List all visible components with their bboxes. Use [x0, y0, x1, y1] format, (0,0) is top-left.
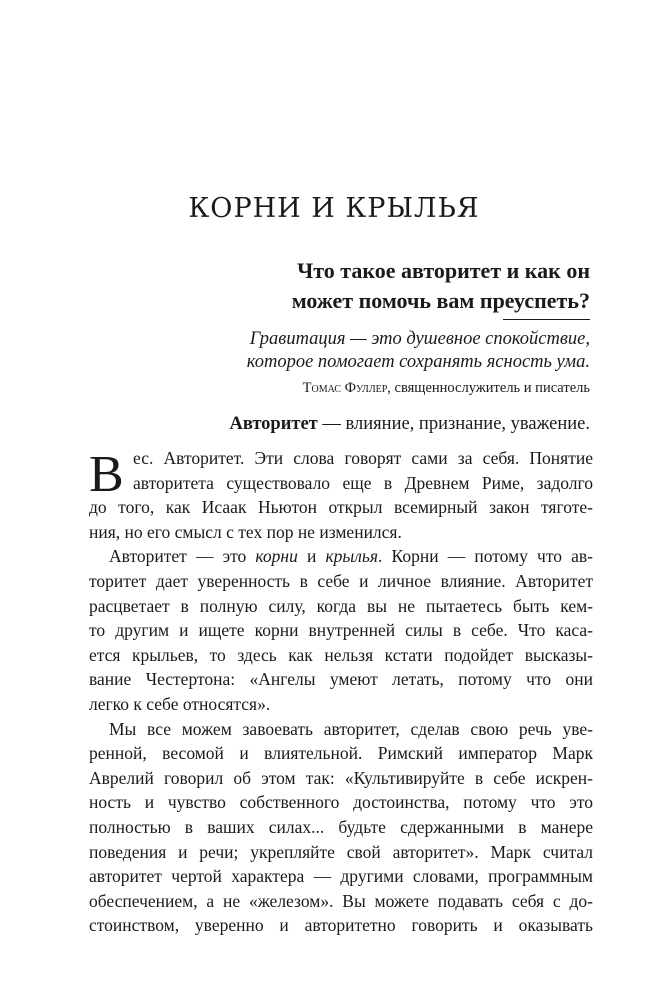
text-run: . Корни — потому что ав-: [378, 546, 593, 567]
epigraph-line: которое помогает сохранять ясность ума.: [246, 352, 590, 372]
paragraph-line: Мы все можем завоевать авторитет, сделав свою речь уве-: [109, 718, 593, 739]
emphasis-text: корни: [255, 546, 298, 567]
paragraph-line: авторитета существовало еще в Древнем Риме, задолго: [133, 472, 593, 493]
paragraph-line: ес. Авторитет. Эти слова говорят сами за себя. Понятие: [133, 448, 593, 468]
definition-text: — влияние, признание, уважение.: [317, 414, 590, 434]
section-title-line: может помочь вам преуспеть?: [291, 288, 590, 313]
text-run: Авторитет — это: [109, 546, 256, 567]
paragraph-line: расцветает в полную силу, когда вы не пытаетесь быть кем-: [89, 595, 593, 616]
epigraph-line: Гравитация — это душевное спокойствие,: [249, 329, 590, 349]
paragraph-line: торитет дает уверенность в себе и личное влияние. Авторитет: [89, 570, 593, 591]
paragraph-line: стоинством, уверенно и авторитетно говорить и оказывать: [89, 915, 593, 936]
paragraph-line: ния, но его смысл с тех пор не изменился.: [89, 521, 402, 542]
definition-term: Авторитет: [229, 414, 318, 434]
paragraph-line: Аврелий говорил об этом так: «Культивируйте в себе искрен-: [89, 767, 593, 788]
epigraph: [100, 328, 590, 374]
paragraph-line: легко к себе относятся».: [89, 693, 271, 714]
chapter-title: КОРНИ И КРЫЛЬЯ: [188, 193, 480, 224]
attribution-author: Томас Фуллер: [302, 380, 388, 396]
section-title-line: Что такое авторитет и как он: [297, 258, 590, 283]
paragraph-line: то другим и ищете корни внутренней силы в себе. Что каса-: [89, 620, 593, 641]
section-title: [100, 256, 590, 316]
paragraph-line: ность и чувство собственного достоинства, потому что это: [89, 792, 593, 813]
paragraph-line: ется крыльев, то здесь как нельзя кстати подойдет высказы-: [89, 644, 593, 665]
paragraph-line: поведения и речи; укрепляйте свой авторитет». Марк считал: [89, 841, 593, 862]
drop-cap: В: [89, 446, 124, 503]
paragraph-line: авторитет чертой характера — другими словами, программным: [89, 866, 593, 887]
definition: [100, 412, 590, 436]
paragraph-line: [89, 544, 593, 569]
paragraph-line: полностью в ваших силах... будьте сдержанными в манере: [89, 816, 593, 837]
epigraph-attribution: [100, 378, 590, 398]
body-text: [89, 446, 593, 938]
divider-rule: [503, 319, 590, 320]
emphasis-text: крылья: [325, 546, 379, 567]
text-run: и: [297, 546, 326, 567]
paragraph-line: обеспечением, а не «железом». Вы можете подавать себя с до-: [89, 890, 593, 911]
attribution-role: , священнослужитель и писатель: [387, 380, 590, 396]
paragraph-line: ренной, весомой и влиятельной. Римский император Марк: [89, 743, 593, 764]
paragraph-line: вание Честертона: «Ангелы умеют летать, потому что они: [89, 669, 593, 690]
paragraph-line: до того, как Исаак Ньютон открыл всемирный закон тяготе-: [89, 497, 593, 518]
